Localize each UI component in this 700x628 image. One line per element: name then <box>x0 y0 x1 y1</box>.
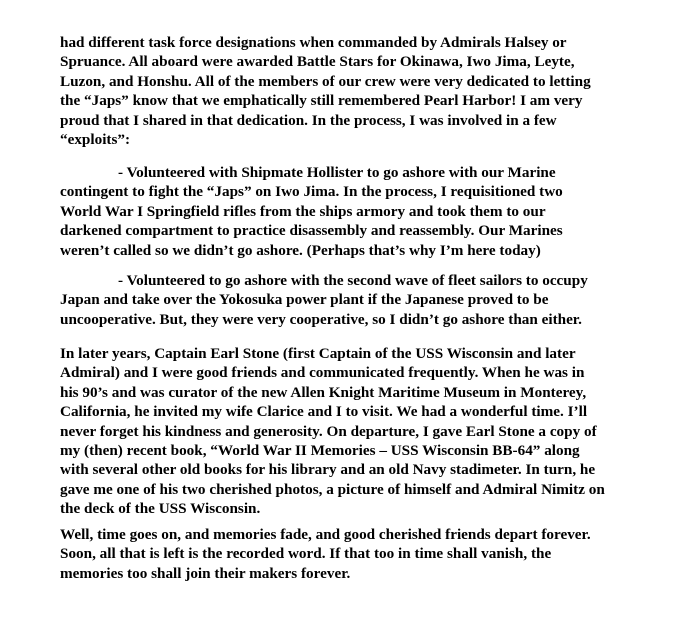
text-line: proud that I shared in that dedication. In the process, I was involved in a few <box>60 111 557 129</box>
text-line: Spruance. All aboard were awarded Battle Stars for Okinawa, Iwo Jima, Leyte, <box>60 53 575 71</box>
text-line: uncooperative. But, they were very cooperative, so I didn’t go ashore than either. <box>60 310 582 328</box>
text-line: had different task force designations when commanded by Admirals Halsey or <box>60 34 567 51</box>
text-line: “exploits”: <box>60 131 131 149</box>
text-line: In later years, Captain Earl Stone (first Captain of the USS Wisconsin and later <box>60 345 576 362</box>
text-line: World War I Springfield rifles from the ships armory and took them to our <box>60 202 546 220</box>
text-line: Soon, all that is left is the recorded word. If that too in time shall vanish, the <box>60 545 552 563</box>
text-line: weren’t called so we didn’t go ashore. (Perhaps that’s why I’m here today) <box>60 241 541 259</box>
text-line: Luzon, and Honshu. All of the members of our crew were very dedicated to letting <box>60 72 591 90</box>
text-line: Japan and take over the Yokosuka power plant if the Japanese proved to be <box>60 291 549 309</box>
paragraph-iwo-jima <box>60 163 660 260</box>
text-line: the deck of the USS Wisconsin. <box>60 500 261 518</box>
paragraph-japan <box>60 271 660 329</box>
paragraph-earl-stone <box>60 344 660 519</box>
text-line: gave me one of his two cherished photos, a picture of himself and Admiral Nimitz on <box>60 480 605 498</box>
paragraph-memories <box>60 525 660 583</box>
text-line: memories too shall join their makers forever. <box>60 564 351 582</box>
paragraph-task-force <box>60 33 660 149</box>
text-line: - Volunteered with Shipmate Hollister to go ashore with our Marine <box>118 164 556 181</box>
text-line: contingent to fight the “Japs” on Iwo Jima. In the process, I requisitioned two <box>60 183 563 201</box>
text-line: - Volunteered to go ashore with the second wave of fleet sailors to occupy <box>118 272 588 289</box>
text-line: Admiral) and I were good friends and communicated frequently. When he was in <box>60 364 585 382</box>
text-line: Well, time goes on, and memories fade, and good cherished friends depart forever. <box>60 526 591 543</box>
text-line: never forget his kindness and generosity. On departure, I gave Earl Stone a copy of <box>60 422 597 440</box>
text-line: the “Japs” know that we emphatically still remembered Pearl Harbor! I am very <box>60 92 583 110</box>
text-line: California, he invited my wife Clarice and I to visit. We had a wonderful time. I’ll <box>60 403 588 421</box>
text-line: with several other old books for his library and an old Navy stadimeter. In turn, he <box>60 461 596 479</box>
text-line: my (then) recent book, “World War II Memories – USS Wisconsin BB-64” along <box>60 442 580 460</box>
text-line: darkened compartment to practice disassembly and reassembly. Our Marines <box>60 222 563 240</box>
text-line: his 90’s and was curator of the new Allen Knight Maritime Museum in Monterey, <box>60 383 587 401</box>
